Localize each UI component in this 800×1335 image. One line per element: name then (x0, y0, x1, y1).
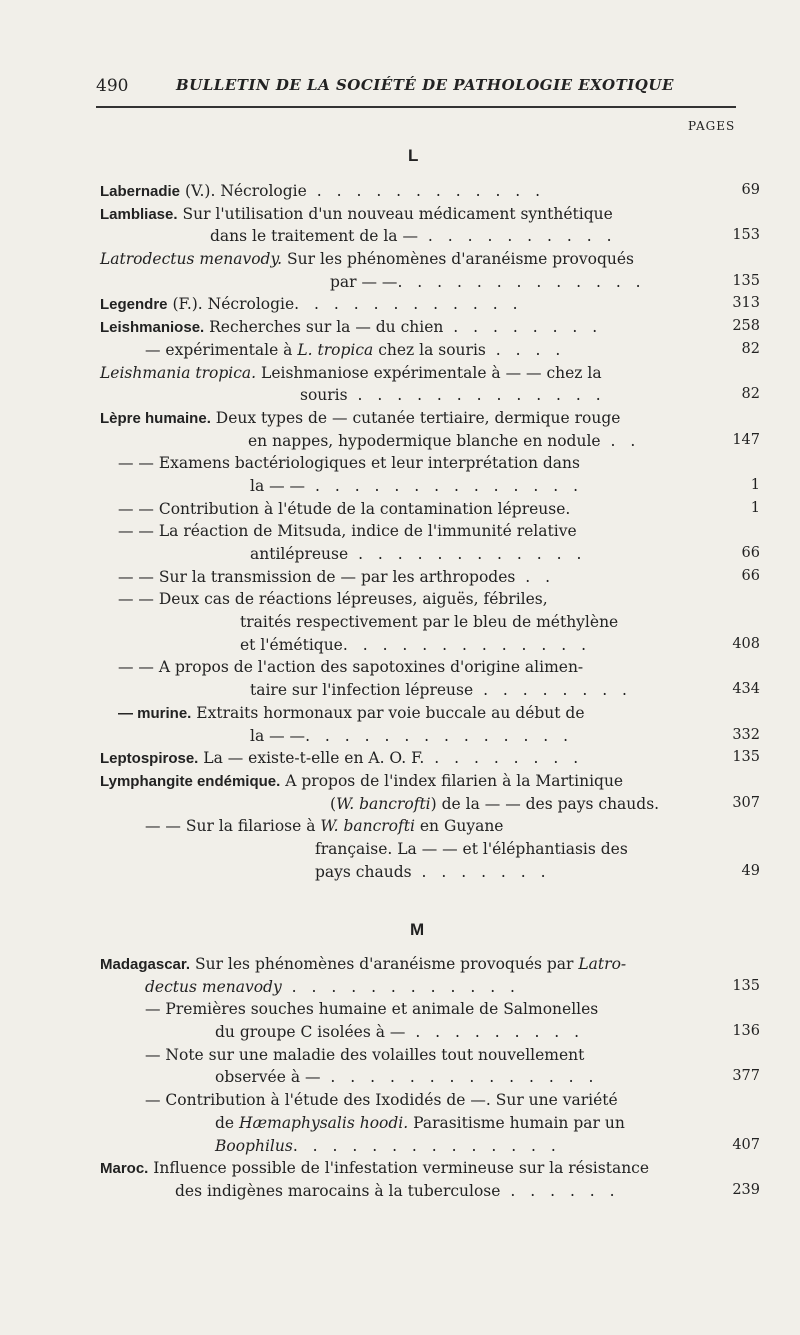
leader-dots: . . . . . . . . (424, 749, 584, 768)
entry-fragment: — expérimentale à (145, 340, 298, 359)
entry-text (118, 522, 577, 540)
bulletin-title: BULLETIN DE LA SOCIÉTÉ DE PATHOLOGIE EXOTIQUE (176, 76, 674, 94)
entry-text (215, 1137, 561, 1155)
entry-text (330, 273, 646, 291)
entry-fragment: — — Deux cas de réactions lépreuses, aiguës, fébriles, (118, 590, 548, 609)
index-entry-line (100, 432, 760, 455)
entry-fragment: ( (330, 794, 337, 813)
page-reference: 135 (732, 749, 760, 766)
entry-fragment: (F.). Nécrologie (167, 295, 295, 314)
entry-fragment: antilépreuse (250, 545, 349, 563)
leader-dots: . . (600, 431, 641, 450)
index-entry-line (100, 318, 760, 341)
entry-fragment: — — Examens bactériologiques et leur interprétation dans (118, 454, 580, 473)
entry-text (145, 1046, 584, 1064)
entry-fragment: la — — (250, 726, 306, 745)
entry-fragment: souris (300, 386, 348, 405)
entry-text (100, 1159, 649, 1177)
index-entry-line (100, 182, 760, 205)
entry-fragment: — — A propos de l'action des sapotoxines d'origine alimen- (118, 658, 584, 677)
entry-fragment: en nappes, hypodermique blanche en nodule (248, 431, 601, 450)
entry-text (250, 727, 573, 745)
entry-fragment: — — Contribution à l'étude de la contamination lépreuse. (118, 499, 571, 518)
entry-fragment: — Premières souches humaine et animale de Salmonelles (145, 1000, 599, 1019)
page-reference: 82 (741, 386, 760, 403)
entry-text (145, 1091, 618, 1109)
entry-fragment: Boophilus (215, 1136, 293, 1155)
entry-text (118, 590, 548, 608)
page-reference: 135 (732, 272, 760, 289)
entry-text (300, 386, 606, 404)
entry-text (100, 250, 634, 268)
index-entry-line (100, 500, 760, 523)
entry-text (118, 500, 570, 518)
index-entry-line (100, 1000, 760, 1023)
index-entry-line (100, 205, 760, 228)
entry-headword: Maroc. (100, 1160, 149, 1178)
leader-dots: . . . . . . . . . . . . (294, 295, 523, 314)
leader-dots: . . . . . . . . (473, 681, 632, 700)
index-entry-line (100, 795, 760, 818)
entry-headword: Legendre (100, 296, 168, 314)
index-entry-line (100, 749, 760, 772)
index-entry-line (100, 454, 760, 477)
entry-fragment: taire sur l'infection lépreuse (250, 681, 474, 700)
entry-fragment: (V.). Nécrologie (180, 182, 307, 200)
entry-fragment: — — Sur la transmission de — par les arthropodes (118, 567, 516, 586)
entry-fragment: L. tropica (297, 340, 374, 359)
leader-dots: . . . . . . . . . . . . (348, 545, 587, 563)
entry-fragment: dans le traitement de la — (210, 227, 418, 246)
leader-dots: . . . . . . . . . . . . . . (292, 1136, 561, 1155)
pages-column-label: PAGES (688, 119, 736, 133)
index-entry-line (100, 1182, 760, 1205)
entry-fragment: ) de la — — des pays chauds. (430, 794, 660, 813)
page-reference: 147 (732, 431, 760, 448)
index-entry-line (100, 658, 760, 681)
index-entry-line (100, 955, 760, 978)
index-list-m (100, 955, 760, 1205)
page-reference: 434 (732, 681, 760, 698)
entry-headword: Leishmaniose. (100, 319, 205, 337)
entry-text (118, 568, 555, 586)
index-entry-line (100, 1159, 760, 1182)
index-entry-line (100, 613, 760, 636)
page-header (96, 72, 736, 102)
index-entry-line (100, 1046, 760, 1069)
entry-headword: Lambliase. (100, 205, 178, 223)
index-entry-line (100, 545, 760, 568)
page-reference: 332 (732, 726, 760, 743)
entry-fragment: et l'émétique (240, 635, 343, 654)
entry-text (315, 863, 551, 881)
page-reference: 66 (741, 545, 760, 561)
entry-fragment: — Note sur une maladie des volailles tout nouvellement (145, 1045, 585, 1064)
index-list-l (100, 182, 760, 885)
entry-text (118, 658, 583, 676)
index-entry-line (100, 636, 760, 659)
entry-text (145, 1000, 598, 1018)
leader-dots: . . . . . . . (411, 862, 551, 881)
entry-fragment: Latro- (578, 955, 627, 973)
index-entry-line (100, 1091, 760, 1114)
entry-fragment: Parasitisme humain par un (408, 1113, 625, 1132)
entry-text (240, 613, 618, 631)
section-letter-m: M (410, 920, 425, 939)
page-reference: 136 (732, 1023, 760, 1040)
entry-headword: Labernadie (100, 183, 181, 200)
entry-text (315, 840, 628, 858)
index-entry-line (100, 681, 760, 704)
leader-dots: . . . . . . . . (443, 318, 603, 337)
entry-fragment: Sur les phénomènes d'aranéisme provoqués par (190, 955, 579, 973)
index-entry-line (100, 386, 760, 409)
index-entry-line (100, 772, 760, 795)
entry-text (100, 182, 545, 200)
entry-fragment: Deux types de — cutanée tertiaire, dermique rouge (210, 408, 621, 427)
entry-fragment: W. bancrofti (320, 817, 415, 836)
index-entry-line (100, 250, 760, 273)
entry-text (145, 341, 565, 359)
entry-fragment: chez la souris (373, 340, 486, 359)
entry-text (118, 704, 585, 722)
leader-dots: . . . . . . . . . . . . . . (305, 726, 574, 745)
index-entry-line (100, 727, 760, 750)
page-reference: 49 (741, 862, 760, 879)
page-number: 490 (96, 76, 129, 96)
entry-fragment: observée à — (215, 1068, 321, 1087)
index-entry-line (100, 840, 760, 863)
index-entry-line (100, 341, 760, 364)
index-entry-line (100, 704, 760, 727)
entry-text (145, 817, 503, 835)
leader-dots: . . . . . . . . . . . . . . (320, 1068, 599, 1087)
page-reference: 153 (732, 227, 760, 244)
leader-dots: . . . . . . . . . . . . . (342, 635, 592, 654)
index-entry-line (100, 1068, 760, 1091)
entry-fragment: W. bancrofti (336, 794, 431, 813)
page-reference: 258 (732, 318, 760, 335)
entry-fragment: Influence possible de l'infestation vermineuse sur la résistance (148, 1159, 650, 1178)
entry-text (100, 318, 602, 336)
page-reference: 69 (741, 182, 760, 198)
leader-dots: . . . . . . . . . . . . . (347, 386, 606, 405)
index-entry-line (100, 273, 760, 296)
leader-dots: . . . . (485, 340, 566, 359)
entry-text (100, 364, 602, 382)
leader-dots: . . . . . . (500, 1181, 620, 1200)
page-reference: 239 (732, 1181, 760, 1198)
page-reference: 408 (732, 635, 760, 652)
entry-text (250, 477, 583, 495)
entry-fragment: Latrodectus menavody. (100, 250, 283, 269)
entry-text (248, 432, 640, 450)
entry-fragment: de (215, 1113, 240, 1132)
entry-text (215, 1023, 584, 1041)
entry-text (215, 1114, 625, 1132)
page-reference: 1 (750, 476, 760, 493)
index-entry-line (100, 364, 760, 387)
entry-fragment: Leishmaniose expérimentale à — — chez la (256, 363, 602, 382)
entry-fragment: Hæmaphysalis hoodi. (239, 1113, 409, 1132)
entry-fragment: du groupe C isolées à — (215, 1023, 406, 1042)
entry-text (210, 227, 617, 245)
entry-fragment: Leishmania tropica. (100, 363, 257, 382)
entry-fragment: par — — (330, 272, 398, 291)
entry-fragment: la — — (250, 476, 306, 495)
leader-dots: . . (515, 567, 556, 586)
entry-text (100, 295, 523, 313)
page-reference: 82 (741, 340, 760, 357)
entry-text (145, 978, 520, 996)
entry-headword: Lymphangite endémique. (100, 772, 281, 790)
entry-fragment: Sur les phénomènes d'aranéisme provoqués (282, 250, 635, 269)
entry-fragment: dectus menavody (145, 977, 282, 996)
index-entry-line (100, 522, 760, 545)
header-rule (96, 106, 736, 108)
leader-dots: . . . . . . . . . . . . (306, 182, 546, 200)
entry-fragment: en Guyane (414, 817, 504, 836)
page-reference: 1 (750, 499, 760, 516)
entry-fragment: traités respectivement par le bleu de méthylène (240, 613, 619, 632)
entry-text (100, 772, 623, 790)
entry-fragment: A propos de l'index filarien à la Martinique (280, 771, 624, 790)
index-entry-line (100, 295, 760, 318)
index-entry-line (100, 978, 760, 1001)
entry-headword: Lèpre humaine. (100, 409, 211, 427)
entry-fragment: — — La réaction de Mitsuda, indice de l'immunité relative (118, 522, 577, 541)
index-entry-line (100, 477, 760, 500)
section-letter-l: L (408, 146, 419, 165)
index-entry-line (100, 568, 760, 591)
index-entry-line (100, 409, 760, 432)
entry-fragment: pays chauds (315, 862, 412, 881)
entry-text (240, 636, 591, 654)
entry-headword: Leptospirose. (100, 750, 199, 768)
page-reference: 307 (732, 794, 760, 811)
index-entry-line (100, 590, 760, 613)
entry-fragment: — — Sur la filariose à (145, 817, 321, 836)
index-entry-line (100, 1023, 760, 1046)
index-entry-line (100, 1114, 760, 1137)
entry-headword: — murine. (118, 704, 192, 722)
page-reference: 407 (732, 1136, 760, 1153)
entry-text (175, 1182, 620, 1200)
entry-fragment: Recherches sur la — du chien (204, 318, 444, 337)
page-reference: 377 (732, 1068, 760, 1085)
page-reference: 313 (732, 295, 760, 312)
entry-text (100, 955, 626, 973)
leader-dots: . . . . . . . . . (405, 1023, 585, 1042)
entry-fragment: Extraits hormonaux par voie buccale au début de (191, 703, 585, 722)
entry-fragment: — Contribution à l'étude des Ixodidés de —. Sur une variété (145, 1091, 618, 1110)
index-entry-line (100, 227, 760, 250)
index-entry-line (100, 1137, 760, 1160)
entry-text (250, 545, 586, 563)
entry-text (118, 454, 580, 472)
leader-dots: . . . . . . . . . . (417, 227, 617, 246)
entry-fragment: La — existe-t-elle en A. O. F. (198, 749, 425, 768)
leader-dots: . . . . . . . . . . . . . (397, 272, 646, 291)
entry-text (100, 205, 613, 223)
entry-text (330, 795, 659, 813)
entry-text (215, 1068, 598, 1086)
index-entry-line (100, 817, 760, 840)
index-entry-line (100, 863, 760, 886)
entry-text (100, 409, 620, 427)
page-reference: 135 (732, 977, 760, 994)
entry-fragment: des indigènes marocains à la tuberculose (175, 1181, 501, 1200)
entry-text (100, 749, 583, 767)
entry-fragment: Sur l'utilisation d'un nouveau médicament synthétique (177, 204, 613, 223)
entry-fragment: française. La — — et l'éléphantiasis des (315, 839, 628, 858)
leader-dots: . . . . . . . . . . . . . . (305, 476, 584, 495)
page-reference: 66 (741, 567, 760, 584)
entry-headword: Madagascar. (100, 956, 191, 973)
entry-text (250, 681, 632, 699)
leader-dots: . . . . . . . . . . . . (281, 977, 520, 996)
